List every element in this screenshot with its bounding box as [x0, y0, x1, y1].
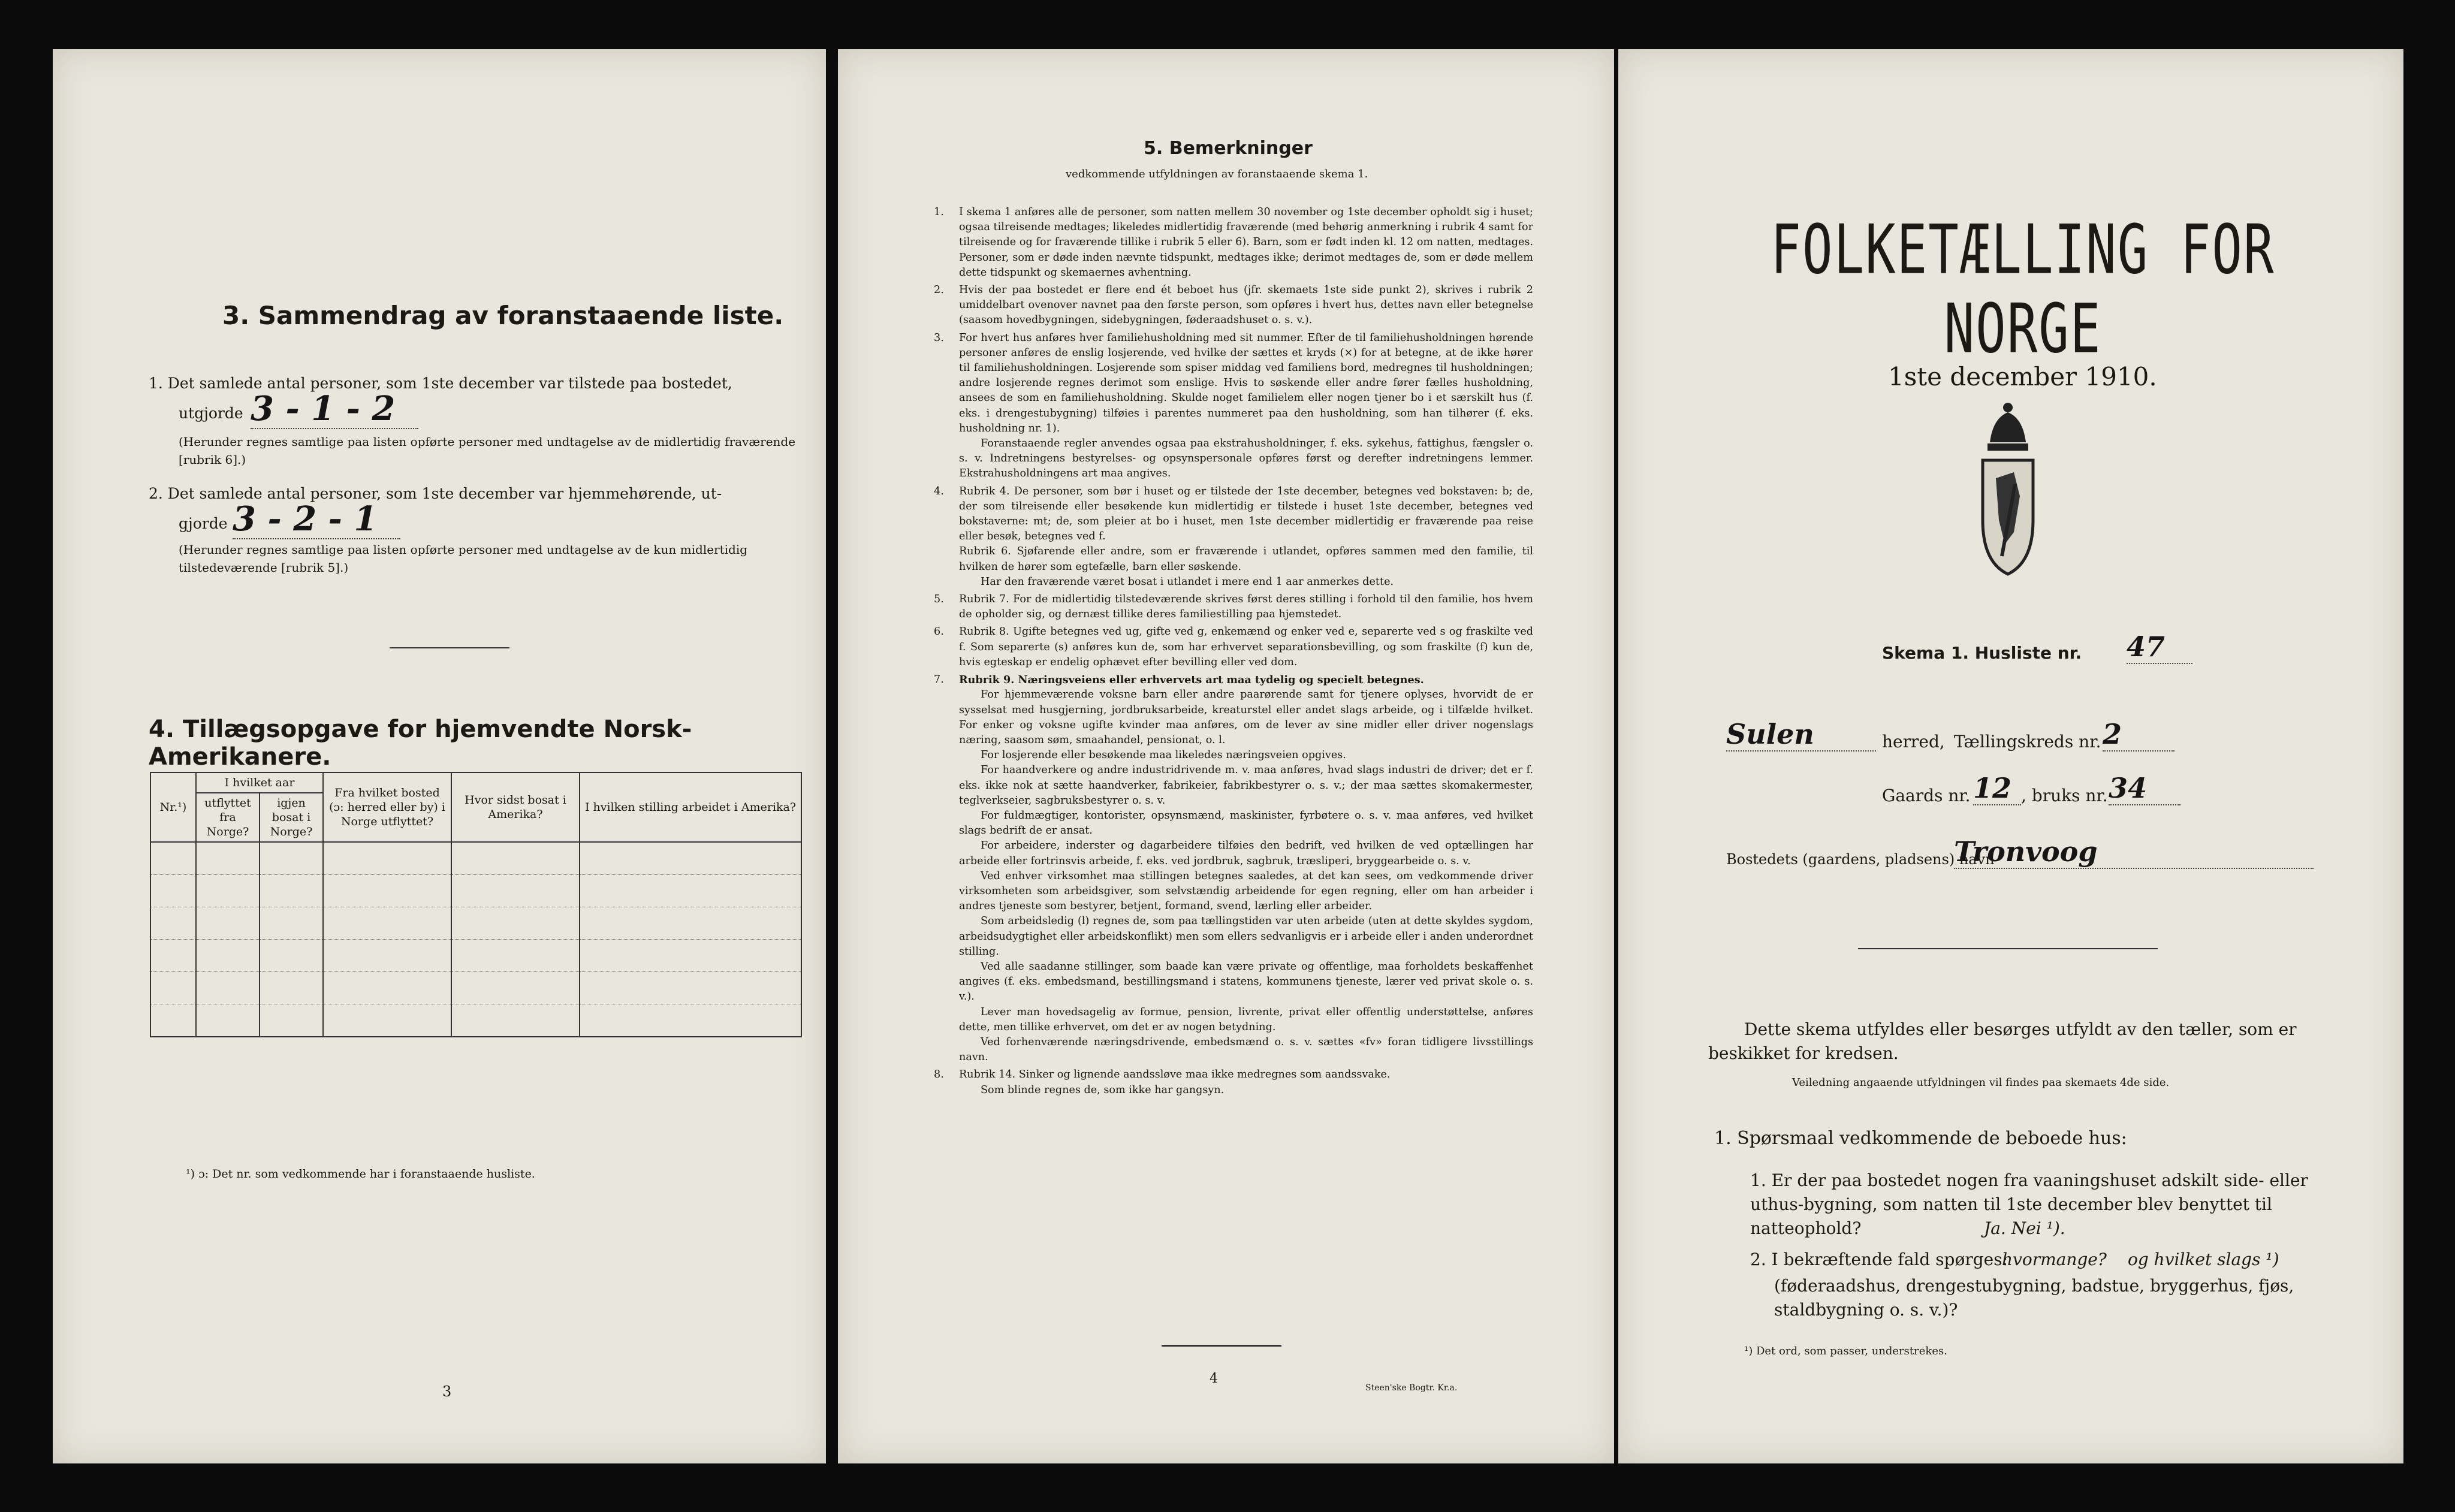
bruks-label: , bruks nr. — [2021, 786, 2108, 805]
footnote: ¹) ɔ: Det nr. som vedkommende har i foranstaaende husliste. — [186, 1167, 535, 1181]
herred-label: herred, — [1882, 732, 1945, 752]
page-right — [1618, 49, 2403, 1463]
page-left — [53, 49, 826, 1463]
question-2-hvormange: hvormange? — [2002, 1250, 2107, 1269]
col-emigrated: utflyttet fra Norge? — [196, 793, 260, 842]
divider — [390, 647, 509, 648]
divider — [1162, 1345, 1281, 1347]
gaards-label: Gaards nr. — [1882, 786, 1971, 805]
remark-5: 5. Rubrik 7. For de midlertidig tilstedeværende skrives først deres stilling i forhold til den familie, hos hvem de opholder sig, og dernæst tillike deres familiestilling paa hjemstedet. — [934, 593, 1533, 621]
remarks-title: 5. Bemerkninger — [1144, 138, 1313, 159]
skema-label: Skema 1. Husliste nr. — [1882, 643, 2082, 663]
page-number: 4 — [1210, 1371, 1218, 1386]
table-row — [150, 940, 801, 972]
bosted-value[interactable]: Tronvoog — [1954, 835, 2314, 869]
col-nr: Nr.¹) — [150, 772, 196, 842]
footnote: ¹) Det ord, som passer, understrekes. — [1744, 1345, 1947, 1357]
page-middle — [838, 49, 1614, 1463]
item2-note: (Herunder regnes samtlige paa listen opførte personer med undtagelse av de kun midlertidig tilstedeværende [rubrik 5].) — [179, 542, 748, 575]
item1-note: (Herunder regnes samtlige paa listen opførte personer med undtagelse av de midlertidig fraværende [rubrik 6].) — [179, 434, 796, 467]
remark-8: 8. Rubrik 14. Sinker og lignende aandssløve maa ikke medregnes som aandssvake. Som blinde regnes de, som ikke har gangsyn. — [934, 1069, 1391, 1096]
section3-title: 3. Sammendrag av foranstaaende liste. — [222, 301, 784, 330]
item2-utgjorde: gjorde — [179, 515, 228, 532]
question-2-hvilket: og hvilket slags ¹) — [2128, 1250, 2279, 1269]
col-returned: igjen bosat i Norge? — [260, 793, 323, 842]
table-row — [150, 972, 801, 1004]
section4-title: 4. Tillægsopgave for hjemvendte Norsk-Amerikanere. — [149, 716, 692, 771]
col-year-group: I hvilket aar — [196, 772, 323, 793]
divider — [1858, 948, 2158, 949]
intro-note: Veiledning angaaende utfyldningen vil findes paa skemaets 4de side. — [1792, 1076, 2170, 1089]
bosted-label: Bostedets (gaardens, pladsens) navn — [1726, 851, 1995, 868]
gaards-nr[interactable]: 12 — [1973, 772, 2021, 805]
item1-utgjorde: utgjorde — [179, 405, 243, 422]
item1-value[interactable]: 3 - 1 - 2 — [251, 390, 418, 429]
remark-3: 3. For hvert hus anføres hver familiehusholdning med sit nummer. Efter de til familiehusholdningen hørende personer anføres de enslig losjerende, ved hvilke der sættes et kryds (×) for at betegne, at de ikke hører til familiehusholdningen. Losjerende som spiser middag ved familiens bord, medregnes til husholdningen; andre losjerende regnes derimot som enslige. Hvis to søskende eller andre fører fælles husholdning, ansees de som en familiehusholdning. Skulde noget familielem eller nogen tjener bo i et særskilt hus (f. eks. i drengestubygning) tilføies i parentes nummeret paa den husholdning, som han tilhører (f. eks. husholdning nr. 1). Foranstaaende regler anvendes ogsaa paa ekstrahusholdninger, f. eks. sykehus, fattighus, fængsler o. s. v. Indretningens bestyrelses- og opsynspersonale opføres først og derefter indretningens lemmer. Ekstrahusholdningens art maa angives. — [934, 331, 1533, 480]
remark-2: 2. Hvis der paa bostedet er flere end ét beboet hus (jfr. skemaets 1ste side punkt 2), skrives i rubrik 2 umiddelbart ovenover navnet paa den første person, som opføres i hvert hus, dettes navn eller betegnelse (saasom hovedbygningen, sidebygningen, føderaadshuset o. s. v.). — [934, 284, 1533, 327]
table-row — [150, 842, 801, 875]
col-from-place: Fra hvilket bosted (ɔ: herred eller by) i Norge utflyttet? — [323, 772, 451, 842]
coat-of-arms-icon — [1972, 394, 2044, 610]
item1-text: 1. Det samlede antal personer, som 1ste december var tilstede paa bostedet, — [149, 375, 732, 392]
questions-heading: 1. Spørsmaal vedkommende de beboede hus: — [1714, 1128, 2127, 1149]
remark-4: 4. Rubrik 4. De personer, som bør i huset og er tilstede der 1ste december, betegnes ved bokstaven: b; de, der som tilreisende eller besøkende kun midlertidig er tilstede i huset 1ste december, betegnes ved bokstaverne: mt; de, som pleier at bo i huset, men 1ste december midlertidig er fraværende paa reise eller besøk, betegnes ved f. Rubrik 6. Sjøfarende eller andre, som er fraværende i utlandet, opføres sammen med den familie, til hvilken de hører som egtefælle, barn eller søskende. Har den fraværende været bosat i utlandet i mere end 1 aar anmerkes dette. — [934, 485, 1533, 588]
herred-value[interactable]: Sulen — [1726, 718, 1876, 752]
form-title: FOLKETÆLLING FOR NORGE — [1771, 210, 2275, 369]
question-1: 1. Er der paa bostedet nogen fra vaaningshuset adskilt side- eller uthus-bygning, som natten til 1ste december blev benyttet til natteophold? — [1750, 1170, 2308, 1238]
table-row — [150, 907, 801, 940]
return-emigrants-table — [150, 772, 802, 1037]
item2-value[interactable]: 3 - 2 - 1 — [233, 500, 400, 539]
question-2: 2. I bekræftende fald spørges: — [1750, 1250, 2008, 1269]
col-occupation: I hvilken stilling arbeidet i Amerika? — [580, 772, 801, 842]
printer-imprint: Steen'ske Bogtr. Kr.a. — [1365, 1383, 1458, 1393]
bruks-nr[interactable]: 34 — [2109, 772, 2180, 805]
form-date: 1ste december 1910. — [1888, 362, 2157, 391]
question-1-answer[interactable]: Ja. Nei ¹). — [1984, 1218, 2065, 1238]
remarks-subtitle: vedkommende utfyldningen av foranstaaende skema 1. — [1066, 168, 1368, 180]
husliste-nr[interactable]: 47 — [2127, 630, 2192, 664]
remark-1: 1. I skema 1 anføres alle de personer, som natten mellem 30 november og 1ste december opholdt sig i huset; ogsaa tilreisende medtages; likeledes midlertidig fraværende (med behørig anmerkning i rubrik 4 samt for tilreisende og for fraværende tillike i rubrik 5 eller 6). Barn, som er født inden kl. 12 om natten, medtages. Personer, som er døde inden nævnte tidspunkt, medtages ikke; derimot medtages de, som er døde mellem dette tidspunkt og skemaernes avhentning. — [934, 206, 1533, 279]
remark-7: 7. Rubrik 9. Næringsveiens eller erhvervets art maa tydelig og specielt betegnes. For hjemmeværende voksne barn eller andre paarørende samt for tjenere oplyses, hvorvidt de er sysselsat med husgjerning, jordbruksarbeide, kreaturstel eller andet slags arbeide, og i tilfælde hvilket. For enker og voksne ugifte kvinder maa anføres, om de lever av sine midler eller driver nogenslags næring, saasom søm, smaahandel, pensionat, o. l. For losjerende eller besøkende maa likeledes næringsveien opgives. For haandverkere og andre industridrivende m. v. maa anføres, hvad slags industri de driver; det er f. eks. ikke nok at sætte haandverker, fabrikeier, fabrikbestyrer o. s. v.; der maa sættes skomakermester, teglverkseier, sagbruksbestyrer o. s. v. For fuldmægtiger, kontorister, opsynsmænd, maskinister, fyrbøtere o. s. v. maa anføres, ved hvilket slags bedrift de er ansat. For arbeidere, inderster og dagarbeidere tilføies den bedrift, ved hvilken de ved optællingen har arbeide eller fortrinsvis arbeide, f. eks. ved jordbruk, sagbruk, træsliperi, bryggearbeide o. s. v. Ved enhver virksomhet maa stillingen betegnes saaledes, at det kan sees, om vedkommende driver virksomheten som arbeidsgiver, som selvstændig arbeidende for egen regning, eller om han arbeider i andres tjeneste som bestyrer, betjent, formand, svend, lærling eller arbeider. Som arbeidsledig (l) regnes de, som paa tællingstiden var uten arbeide (uten at dette skyldes sygdom, arbeidsudygtighet eller arbeidskonflikt) men som ellers sedvanligvis er i arbeide eller i anden underordnet stilling. Ved alle saadanne stillinger, som baade kan være private og offentlige, maa forholdets beskaffenhet angives (f. eks. embedsmand, bestillingsmand i statens, kommunens tjeneste, lærer ved privat skole o. s. v.). Lever man hovedsagelig av formue, pension, livrente, privat eller offentlig understøttelse, anføres dette, men tillike erhvervet, om det er av nogen betydning. Ved forhenværende næringsdrivende, embedsmænd o. s. v. sættes «fv» foran tidligere livsstillings navn. — [934, 674, 1533, 1064]
intro-text: Dette skema utfyldes eller besørges utfyldt av den tæller, som er beskikket for kredsen. — [1708, 1019, 2297, 1063]
table-row — [150, 875, 801, 907]
item2-text: 2. Det samlede antal personer, som 1ste december var hjemmehørende, ut- — [149, 485, 722, 502]
kreds-label: Tællingskreds nr. — [1954, 732, 2101, 752]
question-2-examples: (føderaadshus, drengestubygning, badstue, bryggerhus, fjøs, staldbygning o. s. v.)? — [1774, 1276, 2294, 1320]
remarks-body — [934, 205, 1533, 1100]
page-number: 3 — [442, 1383, 452, 1400]
remark-6: 6. Rubrik 8. Ugifte betegnes ved ug, gifte ved g, enkemænd og enker ved e, separerte ved s og fraskilte ved f. Som separerte (s) anføres kun de, som har erhvervet separationsbevilling, og som fraskilte (f) kun de, hvis egteskap er endelig ophævet efter bevilling eller ved dom. — [934, 626, 1533, 668]
col-last-residence: Hvor sidst bosat i Amerika? — [451, 772, 580, 842]
table-row — [150, 1004, 801, 1037]
kreds-nr[interactable]: 2 — [2103, 718, 2174, 752]
